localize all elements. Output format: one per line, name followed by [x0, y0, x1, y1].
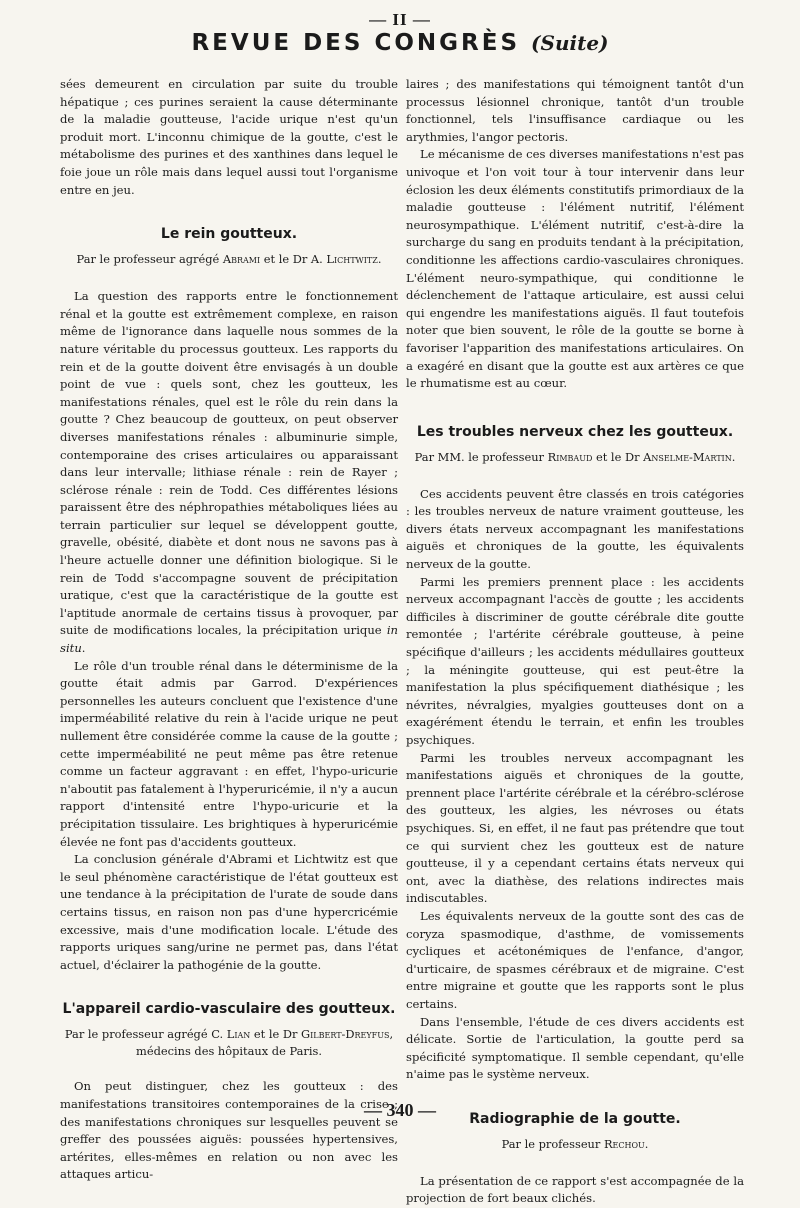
section-roman-numeral: — II —	[369, 10, 431, 29]
heading-troubles-nerveux: Les troubles nerveux chez les goutteux.	[416, 423, 734, 440]
paragraph: Ces accidents peuvent être classés en trois catégories : les troubles nerveux de nature vraiment goutteuse, les divers états nerveux accompagnant les manifestations aiguës et chroniques de la goutte, les équivalents nerveux de la goutte.	[406, 486, 744, 572]
paragraph: Le mécanisme de ces diverses manifestations n'est pas univoque et l'on voit tour à tour intervenir dans leur éclosion les deux éléments constitutifs primordiaux de la maladie goutteuse : l'élément nutritif, l'élément neurosympathique. L'élément nutritif, c'est-à-dire la surcharge du sang en produits tendant à la précipitation, conditionne les affections cardio-vasculaires chroniques. L'élément neuro-sympathique, qui conditionne le déclenchement de l'attaque articulaire, est aussi celui qui engendre les manifestations aiguës. Il faut toutefois noter que bien souvent, le rôle de la goutte se borne à favoriser l'apparition des manifestations articulaires. On a exagéré en disant que la goutte est aux artères ce que le rhumatisme est au cœur.	[406, 147, 744, 391]
heading-cardio-vasculaire: L'appareil cardio-vasculaire des goutteux.	[62, 1001, 396, 1018]
byline-prefix: Par MM. le professeur	[414, 449, 548, 464]
byline-prefix: Par le professeur	[501, 1136, 604, 1151]
byline-rein-goutteux	[60, 251, 398, 268]
right-column	[406, 76, 744, 1208]
author-name: Gilbert-Dreyfus	[301, 1027, 390, 1042]
page-number: — 340 —	[364, 1100, 436, 1120]
paragraph: Dans l'ensemble, l'étude de ces divers accidents est délicate. Sortie de l'articulation, la goutte perd sa spécificité symptomatique. Il semble cependant, qu'elle n'aime pas le système nerveux.	[406, 1014, 744, 1082]
byline-radiographie	[406, 1136, 744, 1153]
heading-radiographie: Radiographie de la goutte.	[469, 1110, 681, 1127]
masthead-title: REVUE DES CONGRÈS	[191, 30, 521, 56]
paragraph-continued: laires ; des manifestations qui témoignent tantôt d'un processus lésionnel chronique, tantôt d'un trouble fonctionnel, tels l'insuffisance cardiaque ou les arythmies, l'angor pectoris.	[406, 77, 744, 144]
paragraph: Les équivalents nerveux de la goutte sont des cas de coryza spasmodique, d'asthme, de vomissements cycliques et acétonémiques de l'enfance, d'angor, d'urticaire, de spasmes cérébraux et de migraine. C'est entre migraine et goutte que les rapports sont le plus certains.	[406, 908, 744, 1011]
byline-cardio-vasculaire	[60, 1026, 398, 1060]
byline-prefix: Par le professeur agrégé	[76, 252, 223, 267]
masthead-suffix: (Suite)	[531, 31, 609, 55]
byline-end: .	[377, 252, 382, 267]
left-column	[60, 76, 398, 1184]
paragraph: Parmi les premiers prennent place : les accidents nerveux accompagnant l'accès de goutte ; les accidents difficiles à discriminer de goutte cérébrale dite goutte remontée ; l'artérite cérébrale goutteuse, à peine spécifique d'ailleurs ; les accidents médullaires goutteux ; la méningite goutteuse, qui est peut-être la manifestation la plus spécifiquement diathésique ; les névrites, névralgies, myalgies goutteuses dont on a exagérément étendu le terrain, et enfin les troubles psychiques.	[406, 574, 744, 747]
byline-troubles-nerveux	[406, 449, 744, 466]
byline-affiliation: médecins des hôpitaux de Paris.	[136, 1044, 322, 1059]
author-name: Rechou	[603, 1136, 645, 1151]
paragraph: La conclusion générale d'Abrami et Lichtwitz est que le seul phénomène caractéristique de l'état goutteux est une tendance à la précipitation de l'urate de soude dans certains tissus, en raison non pas d'une hypercricémie excessive, mais d'une modification locale. L'étude des rapports uriques sang/urine ne permet pas, dans l'état actuel, d'éclairer la pathogénie de la goutte.	[60, 852, 398, 972]
byline-mid: et le Dr	[250, 1027, 302, 1042]
paragraph-end: .	[81, 641, 86, 656]
byline-mid: et le Dr A.	[260, 252, 327, 267]
author-name: Rimbaud	[547, 449, 593, 464]
paragraph: Le rôle d'un trouble rénal dans le déterminisme de la goutte était admis par Garrod. D'expériences personnelles les auteurs concluent que l'existence d'une imperméabilité relative du rein à l'acide urique ne peut nullement être considérée comme la cause de la goutte ; cette imperméabilité ne peut même pas être retenue comme un facteur aggravant : en effet, l'hypo-uricurie n'aboutit pas fatalement à l'hyperuricémie, il n'y a aucun rapport d'intensité entre l'hypo-uricurie et la précipitation tissulaire. Les brightiques à hyperuricémie élevée ne font pas d'accidents goutteux.	[60, 658, 398, 849]
paragraph-text: La question des rapports entre le fonctionnement rénal et la goutte est extrêmement complexe, en raison même de l'ignorance dans laquelle nous sommes de la nature véritable du processus goutteux. Les rapports du rein et de la goutte doivent être envisagés à un double point de vue : quels sont, chez les goutteux, les manifestations rénales, quel est le rôle du rein dans la goutte ? Chez beaucoup de goutteux, on peut observer diverses manifestations rénales : albuminurie simple, contemporaine des crises articulaires ou apparaissant dans leur intervalle; lithiase rénale : rein de Rayer ; sclérose rénale : rein de Todd. Ces différentes lésions paraissent être des néphropathies métaboliques liées au terrain particulier sur lequel se développent goutte, gravelle, obésité, diabète et dont nous ne savons pas à l'heure actuelle donner une définition biologique. Si le rein de Todd s'accompagne souvent de précipitation uratique, c'est que la caractéristique de la goutte est l'aptitude anormale de certains tissus à provoquer, par suite de modifications locales, la précipitation urique	[60, 289, 398, 638]
italic-term: in situ	[60, 623, 398, 656]
paragraph	[60, 288, 398, 657]
intro-paragraph: sées demeurent en circulation par suite du trouble hépatique ; ces purines seraient la cause déterminante de la maladie goutteuse, l'acide urique n'est qu'un produit mort. L'inconnu chimique de la goutte, c'est le métabolisme des purines et des xanthines dans lequel le foie joue un rôle mais dans lequel aussi tout l'organisme entre en jeu.	[60, 77, 398, 197]
heading-rein-goutteux: Le rein goutteux.	[160, 226, 298, 243]
author-name: Lian	[226, 1027, 251, 1042]
author-name: Abrami	[222, 252, 261, 267]
byline-mid: et le Dr	[592, 449, 644, 464]
paragraph: On peut distinguer, chez les goutteux : des manifestations transitoires contemporaines de la crise ; des manifestations chroniques sur lesquelles peuvent se greffer des poussées aiguës: poussées hypertensives, artérites, elles-mêmes en relation ou non avec les attaques articu-	[60, 1079, 398, 1182]
author-name: Anselme-Martin	[643, 449, 732, 464]
journal-masthead	[0, 30, 800, 56]
author-name: Lichtwitz	[326, 252, 378, 267]
byline-end: .	[644, 1136, 649, 1151]
byline-end: ,	[389, 1027, 394, 1042]
paragraph: La présentation de ce rapport s'est accompagnée de la projection de fort beaux clichés.	[406, 1173, 744, 1206]
byline-end: .	[731, 449, 736, 464]
paragraph: Parmi les troubles nerveux accompagnant les manifestations aiguës et chroniques de la goutte, prennent place l'artérite cérébrale et la cérébro-sclérose des goutteux, les algies, les névroses ou états psychiques. Si, en effet, il ne faut pas prétendre que tout ce qui survient chez les goutteux est de nature goutteuse, il y a cependant certains états nerveux qui ont, avec la diathèse, des relations indirectes mais indiscutables.	[406, 750, 744, 906]
byline-prefix: Par le professeur agrégé C.	[64, 1027, 227, 1042]
